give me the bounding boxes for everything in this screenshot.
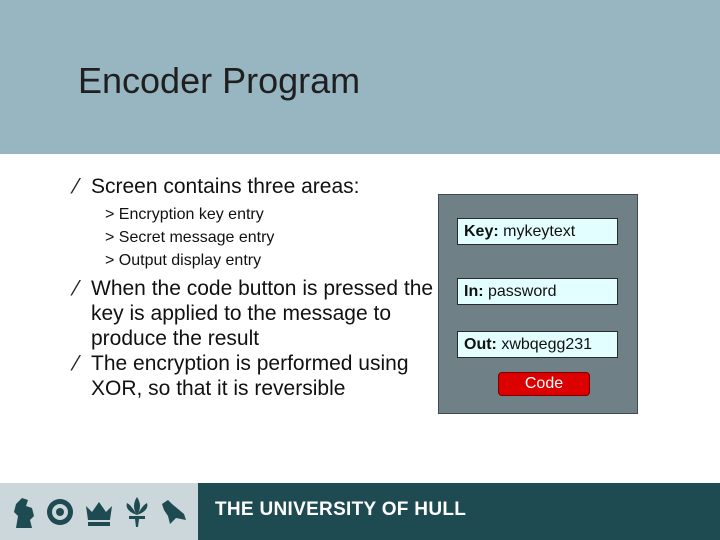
sub-list bbox=[74, 203, 434, 272]
in-value: password bbox=[488, 283, 557, 300]
rose-crest-icon bbox=[45, 497, 75, 527]
crest-strip bbox=[0, 483, 198, 540]
lion-crest-icon bbox=[10, 494, 38, 530]
bullet-text: The encryption is performed using XOR, so that it is reversible bbox=[91, 352, 409, 400]
slide-header bbox=[0, 0, 720, 154]
key-value: mykeytext bbox=[503, 223, 576, 240]
out-value: xwbqegg231 bbox=[501, 336, 593, 353]
sub-item: > Secret message entry bbox=[105, 229, 275, 246]
bullet-icon: ⁄ bbox=[74, 276, 78, 300]
bullet-text: When the code button is pressed the key is applied to the message to produce the result bbox=[91, 277, 434, 350]
bird-crest-icon bbox=[158, 496, 188, 528]
bullet-icon: ⁄ bbox=[74, 351, 78, 375]
sub-item: > Encryption key entry bbox=[105, 206, 264, 223]
university-name: THE UNIVERSITY OF HULL bbox=[215, 499, 467, 520]
code-button[interactable]: Code bbox=[498, 372, 590, 396]
out-label: Out: bbox=[464, 336, 497, 353]
bullet-item bbox=[74, 174, 434, 199]
encoder-panel bbox=[438, 194, 638, 414]
bullet-item bbox=[74, 276, 434, 351]
crown-crest-icon bbox=[83, 496, 115, 528]
fleur-de-lis-icon bbox=[123, 495, 151, 529]
key-field[interactable] bbox=[457, 218, 618, 245]
bullet-icon: ⁄ bbox=[74, 174, 78, 198]
slide-title: Encoder Program bbox=[78, 60, 361, 101]
footer-bar bbox=[0, 483, 720, 540]
bullet-list bbox=[74, 174, 434, 401]
bullet-text: Screen contains three areas: bbox=[91, 175, 360, 198]
in-field[interactable] bbox=[457, 278, 618, 305]
bullet-item bbox=[74, 351, 434, 401]
out-field bbox=[457, 331, 618, 358]
in-label: In: bbox=[464, 283, 484, 300]
key-label: Key: bbox=[464, 223, 499, 240]
sub-item: > Output display entry bbox=[105, 252, 262, 269]
